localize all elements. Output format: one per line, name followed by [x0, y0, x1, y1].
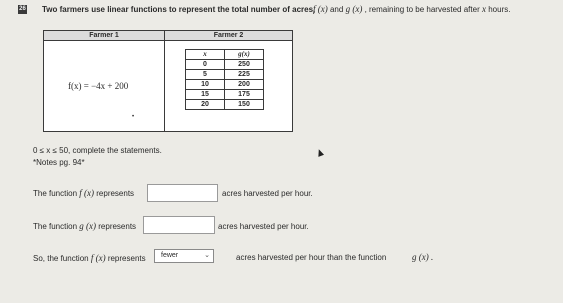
table-row — [186, 90, 264, 100]
cell-gx: 150 — [225, 100, 264, 110]
statement-2-prefix — [33, 221, 136, 231]
s3-mid: represents — [107, 254, 146, 263]
s3-end: g (x) . — [412, 252, 434, 262]
s1-pre: The function — [33, 189, 78, 198]
cell-x: 15 — [186, 90, 225, 100]
farmer1-function: f(x) = −4x + 200 — [68, 81, 129, 91]
cell-gx: 175 — [225, 90, 264, 100]
s3-func: f (x) — [90, 253, 106, 263]
s1-mid: represents — [96, 189, 135, 198]
farmer2-table-header — [186, 50, 264, 60]
farmer2-table — [185, 49, 264, 110]
cell-x: 5 — [186, 70, 225, 80]
table-row — [186, 100, 264, 110]
table-row — [186, 60, 264, 70]
comparison-dropdown[interactable] — [154, 249, 214, 263]
farmers-table-panel — [43, 30, 293, 132]
prompt-x: x — [481, 4, 486, 14]
s1-func: f (x) — [79, 188, 95, 198]
prompt-text-b: , remaining to be harvested after — [364, 5, 480, 14]
notes-text: *Notes pg. 94* — [33, 158, 85, 167]
question-number: 26 — [19, 6, 26, 12]
prompt-text-a: Two farmers use linear functions to represent the total number of acres, — [42, 5, 316, 14]
col-x-header: x — [186, 50, 225, 60]
s2-func: g (x) — [79, 221, 97, 231]
farmer1-header: Farmer 1 — [44, 31, 164, 41]
cell-gx: 200 — [225, 80, 264, 90]
chevron-down-icon: ⌄ — [204, 252, 210, 259]
farmer1-dot: • — [132, 114, 135, 120]
prompt-gx: g (x) — [345, 4, 363, 14]
dropdown-selected-value: fewer — [161, 252, 179, 259]
cell-gx: 250 — [225, 60, 264, 70]
cell-x: 0 — [186, 60, 225, 70]
mouse-cursor-icon — [316, 148, 324, 157]
cell-gx: 225 — [225, 70, 264, 80]
s3-pre: So, the function — [33, 254, 89, 263]
statement-3-prefix — [33, 253, 146, 263]
col-gx-header: g(x) — [225, 50, 264, 60]
statement-3-suffix: acres harvested per hour than the function — [236, 253, 387, 262]
s2-pre: The function — [33, 222, 78, 231]
statement-1-suffix: acres harvested per hour. — [222, 189, 313, 198]
prompt-fx: f (x) — [313, 4, 328, 14]
answer-input-1[interactable] — [147, 184, 218, 202]
table-divider — [164, 31, 165, 131]
table-row — [186, 70, 264, 80]
prompt-continued — [313, 4, 510, 14]
statement-2-suffix: acres harvested per hour. — [218, 222, 309, 231]
prompt-text-c: hours. — [488, 5, 511, 14]
question-prompt — [42, 5, 315, 14]
cell-x: 10 — [186, 80, 225, 90]
prompt-and: and — [329, 5, 344, 14]
answer-input-2[interactable] — [143, 216, 215, 234]
cell-x: 20 — [186, 100, 225, 110]
farmer2-header: Farmer 2 — [165, 31, 292, 41]
table-row — [186, 80, 264, 90]
statement-3-end — [412, 252, 433, 262]
domain-text: 0 ≤ x ≤ 50, complete the statements. — [33, 146, 162, 155]
statement-1-prefix — [33, 188, 134, 198]
s2-mid: represents — [98, 222, 137, 231]
